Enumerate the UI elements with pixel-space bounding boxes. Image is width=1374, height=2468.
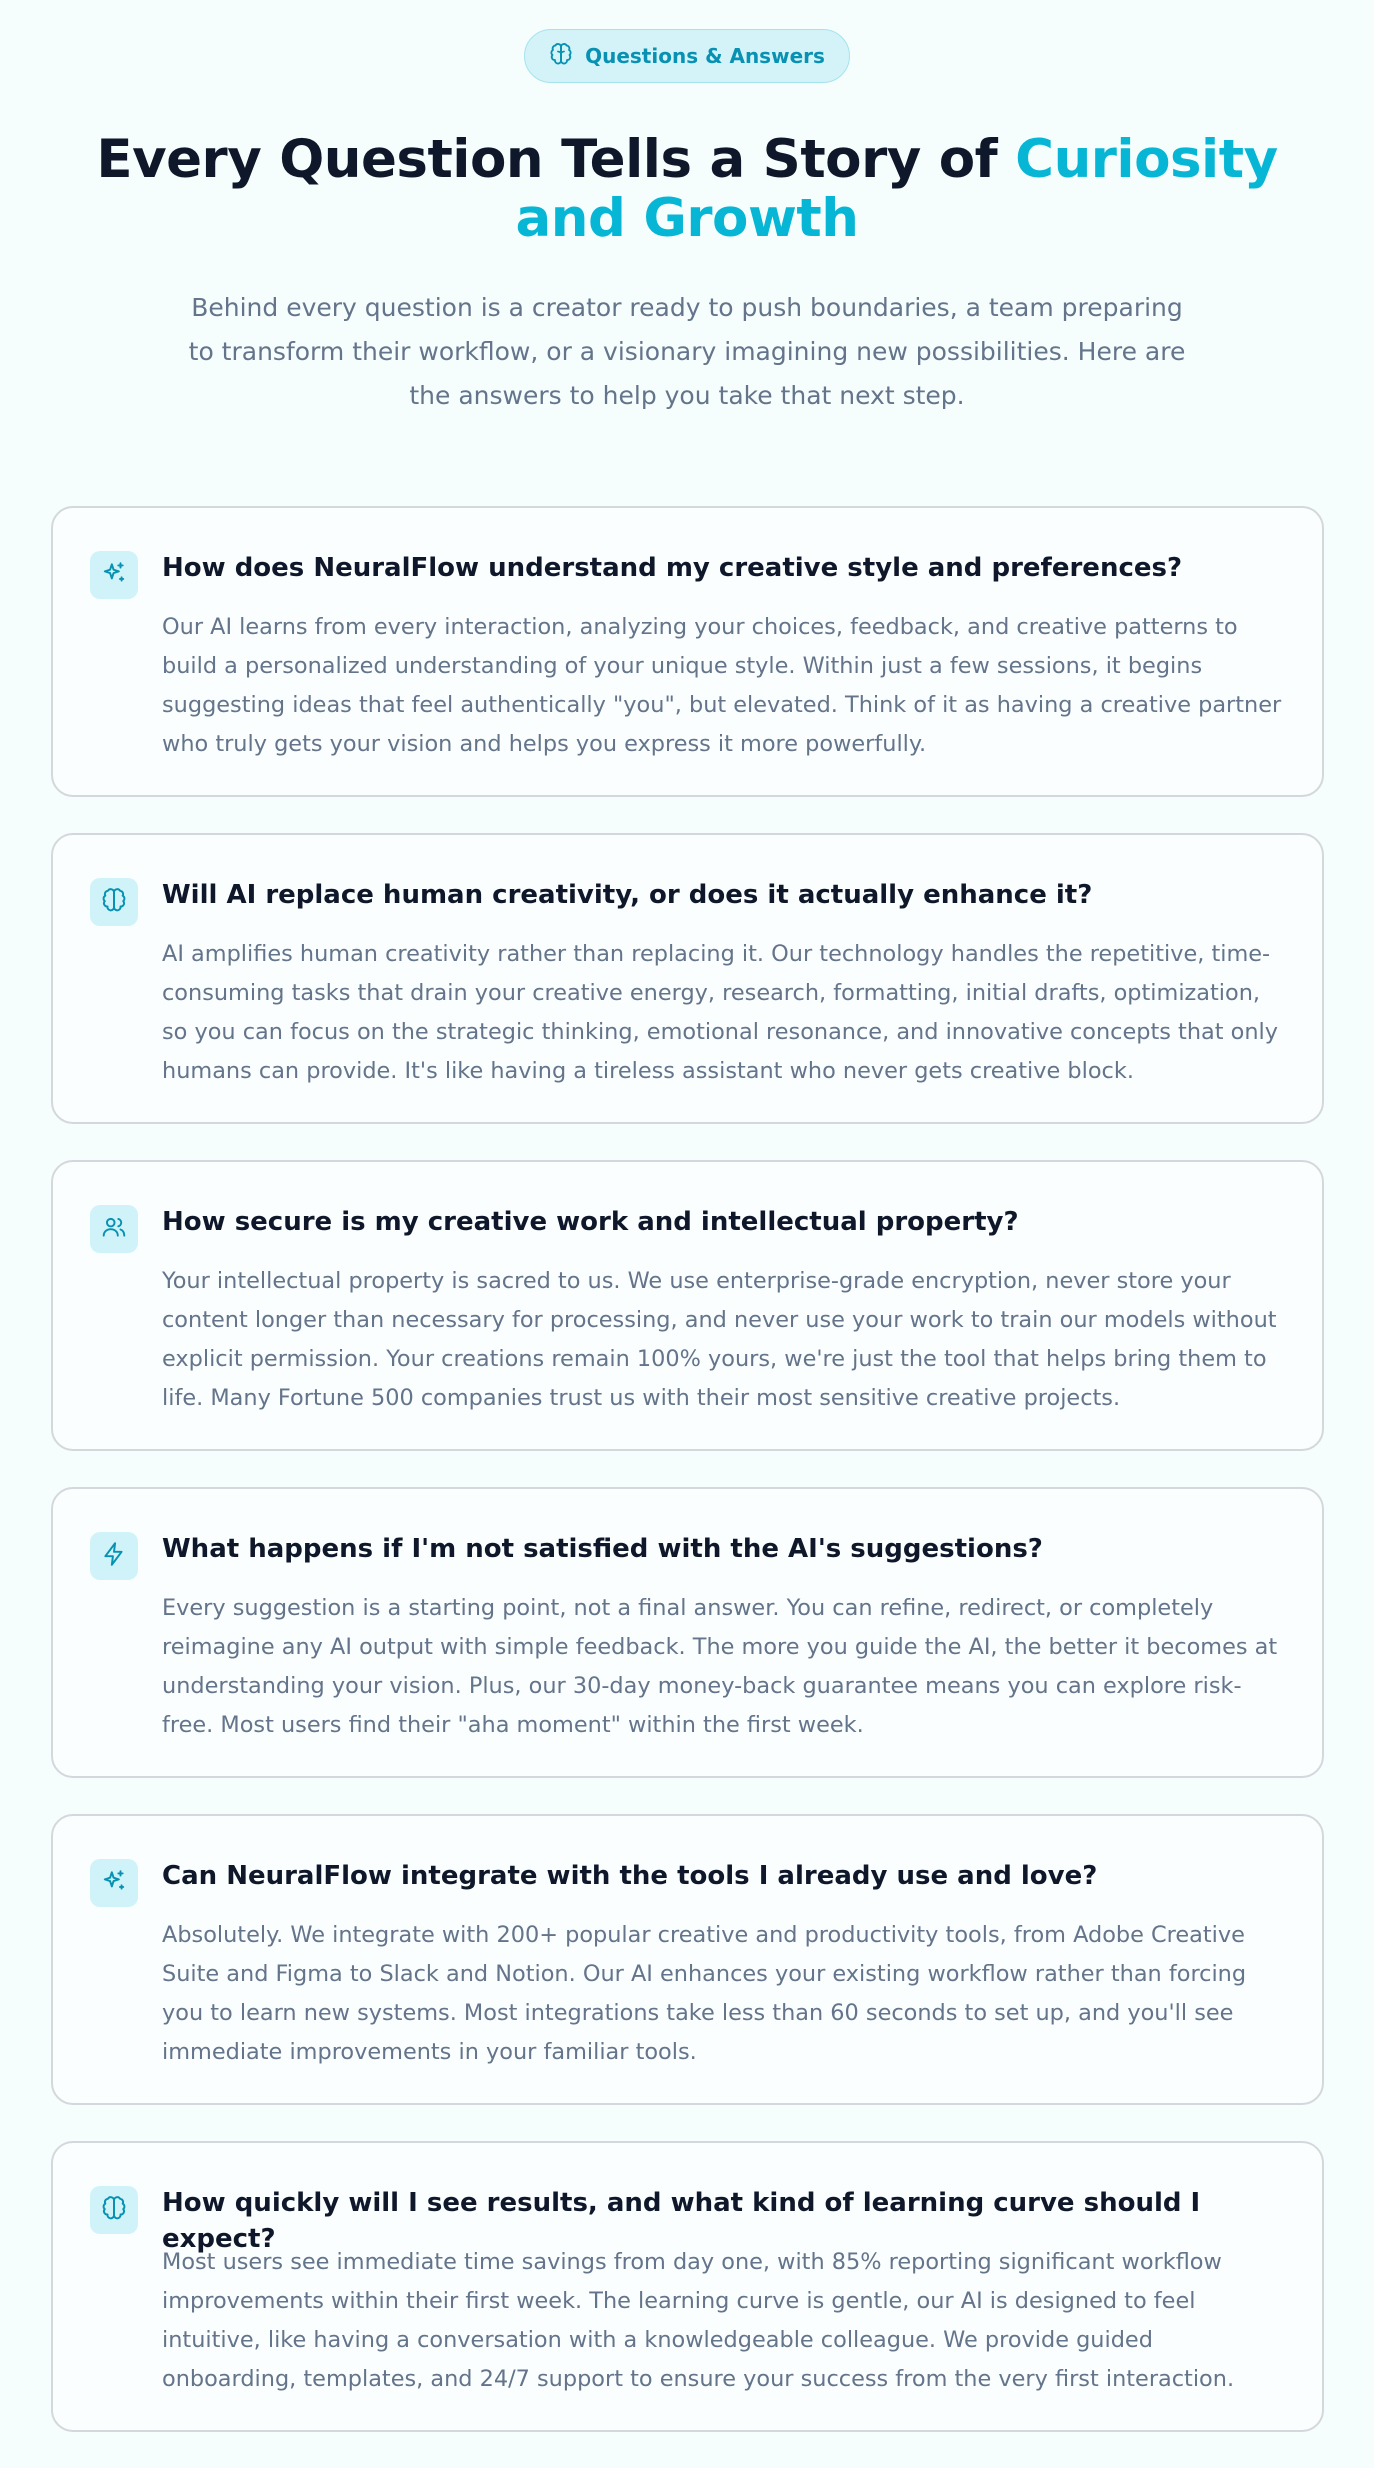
faq-question: Will AI replace human creativity, or does it actually enhance it? [162,880,1093,910]
faq-icon-box [90,1859,138,1907]
page-title [87,130,1287,248]
faq-section [0,0,1374,418]
faq-item [51,833,1324,1124]
faq-icon-box [90,551,138,599]
faq-icon-box [90,1532,138,1580]
title-accent: Curiosity and Growth [515,129,1278,249]
badge-row [0,0,1374,89]
faq-question: Can NeuralFlow integrate with the tools I already use and love? [162,1861,1098,1891]
faq-item [51,506,1324,797]
faq-icon-box [90,878,138,926]
faq-item [51,1814,1324,2105]
faq-list [51,506,1324,2468]
sparkles-icon [101,1868,127,1898]
page-subtitle: Behind every question is a creator ready to push boundaries, a team preparing to transform their workflow, or a visionary imagining new possibilities. Here are the answers to help you take that next step. [188,293,1186,410]
faq-answer: Our AI learns from every interaction, analyzing your choices, feedback, and creative patterns to build a personalized understanding of your unique style. Within just a few sessions, it begins suggesting ideas that feel authentically "you", but elevated. Think of it as having a creative partner who truly gets your vision and helps you express it more powerfully. [162,614,1282,757]
users-icon [101,1214,127,1244]
faq-icon-box [90,2186,138,2234]
faq-question: What happens if I'm not satisfied with the AI's suggestions? [162,1534,1043,1564]
faq-item [51,1160,1324,1451]
faq-question: How quickly will I see results, and what kind of learning curve should I expect? [162,2188,1201,2254]
title-main: Every Question Tells a Story of [96,129,1016,190]
brain-icon [549,42,573,71]
sparkles-icon [101,560,127,590]
faq-icon-box [90,1205,138,1253]
faq-answer: Every suggestion is a starting point, not a final answer. You can refine, redirect, or completely reimagine any AI output with simple feedback. The more you guide the AI, the better it becomes at understanding your vision. Plus, our 30-day money-back guarantee means you can explore risk-free. Most users find their "aha moment" within the first week. [162,1595,1278,1738]
faq-question: How does NeuralFlow understand my creative style and preferences? [162,553,1183,583]
faq-question: How secure is my creative work and intellectual property? [162,1207,1019,1237]
faq-answer: Most users see immediate time savings from day one, with 85% reporting significant workflow improvements within their first week. The learning curve is gentle, our AI is designed to feel intuitive, like having a conversation with a knowledgeable colleague. We provide guided onboarding, templates, and 24/7 support to ensure your success from the very first interaction. [162,2249,1235,2392]
faq-item [51,2141,1324,2432]
faq-item [51,1487,1324,1778]
section-badge [524,29,850,83]
faq-answer: Your intellectual property is sacred to us. We use enterprise-grade encryption, never store your content longer than necessary for processing, and never use your work to train our models without explicit permission. Your creations remain 100% yours, we're just the tool that helps bring them to life. Many Fortune 500 companies trust us with their most sensitive creative projects. [162,1268,1277,1411]
faq-answer: Absolutely. We integrate with 200+ popular creative and productivity tools, from Adobe Creative Suite and Figma to Slack and Notion. Our AI enhances your existing workflow rather than forcing you to learn new systems. Most integrations take less than 60 seconds to set up, and you'll see immediate improvements in your familiar tools. [162,1922,1247,2065]
lightning-icon [101,1541,127,1571]
brain-icon [101,887,127,917]
brain-icon [101,2195,127,2225]
faq-answer: AI amplifies human creativity rather than replacing it. Our technology handles the repetitive, time-consuming tasks that drain your creative energy, research, formatting, initial drafts, optimization, so you can focus on the strategic thinking, emotional resonance, and innovative concepts that only humans can provide. It's like having a tireless assistant who never gets creative block. [162,941,1278,1084]
badge-label: Questions & Answers [585,44,825,68]
